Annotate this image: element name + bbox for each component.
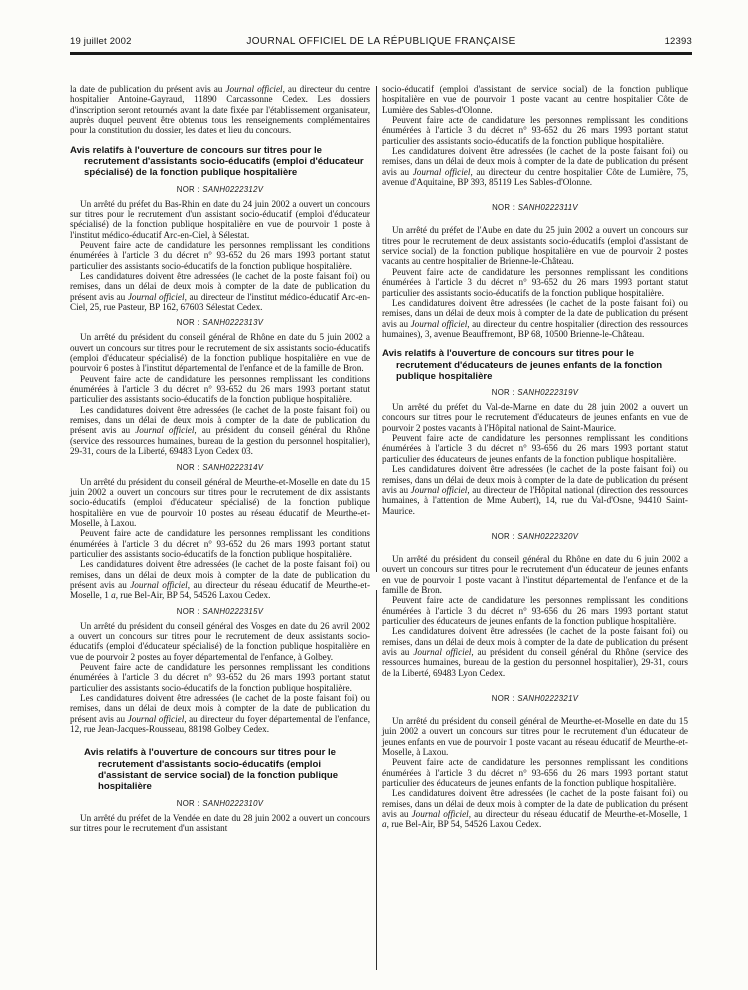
nor-label: NOR :	[176, 318, 203, 328]
nor-line	[70, 799, 370, 808]
section-heading: Avis relatifs à l'ouverture de concours sur titres pour le recrutement d'éducateurs de jeunes enfants de la fonction publique hospitalière	[382, 348, 663, 382]
nor-line	[70, 607, 370, 616]
nor-label: NOR :	[491, 694, 518, 704]
notice-paragraph: Peuvent faire acte de candidature les personnes remplissant les conditions énumérées à l'article 3 du décret n° 93-652 du 26 mars 1993 portant statut particulier des assistants socio-éducatifs de la fonction publique hospitalière.	[70, 239, 370, 271]
nor-label: NOR :	[176, 798, 203, 808]
section-heading: Avis relatifs à l'ouverture de concours sur titres pour le recrutement d'assistants socio-éducatifs (emploi d'éducateur spécialisé) de la fonction publique hospitalière	[70, 144, 364, 179]
notice-paragraph: Les candidatures doivent être adressées (le cachet de la poste faisant foi) ou remises, dans un délai de deux mois à compter de la date de publication du présent avis au Journal officiel, au directeur du centre hospitalier (direction des ressources humaines), 3, avenue Beauffremont, BP 68, 10500 Brienne-le-Château.	[382, 297, 688, 339]
notice-paragraph: Les candidatures doivent être adressées (le cachet de la poste faisant foi) ou remises, dans un délai de deux mois à compter de la date de publication du présent avis au Journal officiel, au directeur du centre hospitalier Côte de Lumière, 75, avenue d'Aquitaine, BP 393, 85119 Les Sables-d'Olonne.	[382, 146, 688, 188]
nor-label: NOR :	[491, 531, 518, 541]
nor-code: SANH0222314V	[202, 462, 264, 472]
nor-label: NOR :	[491, 388, 518, 398]
notice-paragraph: Un arrêté du préfet de la Vendée en date du 28 juin 2002 a ouvert un concours sur titres pour le recrutement d'un assistant	[70, 812, 370, 833]
column-left	[70, 84, 370, 833]
notice-paragraph: Peuvent faire acte de candidature les personnes remplissant les conditions énumérées à l'article 3 du décret n° 93-652 du 26 mars 1993 portant statut particulier des assistants socio-éducatifs de la fonction publique hospitalière.	[382, 115, 688, 146]
nor-code: SANH0222315V	[202, 606, 264, 616]
nor-line	[382, 203, 688, 212]
nor-code: SANH0222313V	[202, 318, 264, 328]
section-heading: Avis relatifs à l'ouverture de concours sur titres pour le recrutement d'assistants socio-éducatifs (emploi d'assistant de service social) de la fonction publique hospitalière	[84, 747, 339, 793]
notice-paragraph: Les candidatures doivent être adressées (le cachet de la poste faisant foi) ou remises, dans un délai de deux mois à compter de la date de publication du présent avis au Journal officiel, au président du conseil général du Rhône (service des ressources humaines, bureau de la gestion du personnel hospitalier), 29-31, cours de la Liberté, 69483 Lyon Cedex.	[382, 626, 688, 678]
nor-line	[70, 318, 370, 327]
journal-title: JOURNAL OFFICIEL DE LA RÉPUBLIQUE FRANÇAISE	[246, 36, 516, 47]
nor-line	[382, 532, 688, 541]
nor-label: NOR :	[176, 184, 203, 194]
notice-paragraph: Un arrêté du président du conseil général de Meurthe-et-Moselle en date du 15 juin 2002 a ouvert un concours sur titres pour le recrutement d'un éducateur de jeunes enfants en vue de pourvoir 1 poste vacant au réseau éducatif de Meurthe-et-Moselle, à Laxou.	[382, 716, 688, 758]
notice-paragraph: Peuvent faire acte de candidature les personnes remplissant les conditions énumérées à l'article 3 du décret n° 93-652 du 26 mars 1993 portant statut particulier des assistants socio-éducatifs de la fonction publique hospitalière.	[70, 528, 370, 559]
notice-paragraph: Les candidatures doivent être adressées (le cachet de la poste faisant foi) ou remises, dans un délai de deux mois à compter de la date de publication du présent avis au Journal officiel, au président du conseil général du Rhône (service des ressources humaines, bureau de la gestion du personnel hospitalier), 29-31, cours de la Liberté, 69483 Lyon Cedex 03.	[70, 404, 370, 457]
running-head	[70, 36, 692, 55]
page-body	[70, 84, 692, 970]
notice-paragraph: socio-éducatif (emploi d'assistant de service social) de la fonction publique hospitalière en vue de pourvoir 1 poste vacant au centre hospitalier Côte de Lumière des Sables-d'Olonne.	[382, 84, 688, 115]
column-divider	[376, 86, 377, 970]
nor-code: SANH0222310V	[202, 798, 264, 808]
page-number: 12393	[664, 36, 692, 47]
notice-paragraph: Les candidatures doivent être adressées (le cachet de la poste faisant foi) ou remises, dans un délai de deux mois à compter de la date de publication du présent avis au Journal officiel, au directeur du foyer départemental de l'enfance, 12, rue Jean-Jacques-Rousseau, 88198 Golbey Cedex.	[70, 693, 370, 735]
column-right	[382, 84, 688, 830]
notice-paragraph: Peuvent faire acte de candidature les personnes remplissant les conditions énumérées à l'article 3 du décret n° 93-656 du 26 mars 1993 portant statut particulier des éducateurs de jeunes enfants de la fonction publique hospitalière.	[382, 757, 688, 789]
nor-label: NOR :	[176, 606, 203, 616]
notice-paragraph: Un arrêté du préfet du Val-de-Marne en date du 28 juin 2002 a ouvert un concours sur titres pour le recrutement d'éducateurs de jeunes enfants en vue de pourvoir 2 postes vacants à l'Hôpital national de Saint-Maurice.	[382, 402, 688, 433]
notice-paragraph: Un arrêté du président du conseil général de Meurthe-et-Moselle en date du 15 juin 2002 a ouvert un concours sur titres pour le recrutement de dix assistants socio-éducatifs (emploi d'éducateur spécialisé) de la fonction publique hospitalière en vue de pourvoir 10 postes au réseau éducatif de Meurthe-et-Moselle, à Laxou.	[70, 476, 370, 528]
notice-paragraph: la date de publication du présent avis au Journal officiel, au directeur du centre hospitalier Antoine-Gayraud, 11890 Carcassonne Cedex. Les dossiers d'inscription seront retournés avant la date fixée par l'établissement organisateur, auprès duquel peuvent être obtenus tous les renseignements complémentaires pour la constitution du dossier, les dates et lieu du concours.	[70, 84, 370, 136]
nor-code: SANH0222319V	[517, 388, 579, 398]
notice-paragraph: Peuvent faire acte de candidature les personnes remplissant les conditions énumérées à l'article 3 du décret n° 93-652 du 26 mars 1993 portant statut particulier des assistants socio-éducatifs de la fonction publique hospitalière.	[382, 266, 688, 298]
notice-paragraph: Les candidatures doivent être adressées (le cachet de la poste faisant foi) ou remises, dans un délai de deux mois à compter de la date de publication du présent avis au Journal officiel, au directeur du réseau éducatif de Meurthe-et-Moselle, 1 a, rue Bel-Air, BP 54, 54526 Laxou Cedex.	[70, 559, 370, 601]
notice-paragraph: Un arrêté du préfet du Bas-Rhin en date du 24 juin 2002 a ouvert un concours sur titres pour le recrutement d'un assistant socio-éducatif (emploi d'éducateur spécialisé) de la fonction publique hospitalière en vue de pourvoir 1 poste à l'institut médico-éducatif Arc-en-Ciel, à Sélestat.	[70, 198, 370, 240]
nor-label: NOR :	[492, 203, 518, 213]
nor-label: NOR :	[176, 462, 203, 472]
notice-paragraph: Peuvent faire acte de candidature les personnes remplissant les conditions énumérées à l'article 3 du décret n° 93-656 du 26 mars 1993 portant statut particulier des éducateurs de jeunes enfants de la fonction publique hospitalière.	[382, 595, 688, 626]
nor-line	[70, 463, 370, 472]
notice-paragraph: Les candidatures doivent être adressées (le cachet de la poste faisant foi) ou remises, dans un délai de deux mois à compter de la date de publication du présent avis au Journal officiel, au directeur de l'institut médico-éducatif Arc-en-Ciel, 25, rue Pasteur, BP 162, 67603 Sélestat Cedex.	[70, 271, 370, 313]
nor-line	[382, 388, 688, 397]
notice-paragraph: Peuvent faire acte de candidature les personnes remplissant les conditions énumérées à l'article 3 du décret n° 93-652 du 26 mars 1993 portant statut particulier des assistants socio-éducatifs de la fonction publique hospitalière.	[70, 662, 370, 693]
nor-code: SANH0222311V	[517, 203, 578, 213]
notice-paragraph: Les candidatures doivent être adressées (le cachet de la poste faisant foi) ou remises, dans un délai de deux mois à compter de la date de publication du présent avis au Journal officiel, au directeur de l'Hôpital national (direction des ressources humaines, à l'attention de Mme Aubert), 14, rue du Val-d'Osne, 94410 Saint-Maurice.	[382, 464, 689, 516]
notice-paragraph: Un arrêté du président du conseil général de Rhône en date du 5 juin 2002 a ouvert un concours sur titres pour le recrutement de six assistants socio-éducatifs (emploi d'éducateur spécialisé) de la fonction publique hospitalière en vue de pourvoir 6 postes à l'institut départemental de l'enfance et de la famille de Bron.	[70, 332, 370, 374]
nor-line	[70, 185, 370, 194]
notice-paragraph: Les candidatures doivent être adressées (le cachet de la poste faisant foi) ou remises, dans un délai de deux mois à compter de la date de publication du présent avis au Journal officiel, au directeur du réseau éducatif de Meurthe-et-Moselle, 1 a, rue Bel-Air, BP 54, 54526 Laxou Cedex.	[382, 788, 689, 830]
nor-code: SANH0222320V	[517, 531, 579, 541]
notice-paragraph: Un arrêté du président du conseil général du Rhône en date du 6 juin 2002 a ouvert un concours sur titres pour le recrutement d'un éducateur de jeunes enfants en vue de pourvoir 1 poste vacant à l'institut départemental de l'enfance et de la famille de Bron.	[382, 553, 688, 595]
notice-paragraph: Peuvent faire acte de candidature les personnes remplissant les conditions énumérées à l'article 3 du décret n° 93-652 du 26 mars 1993 portant statut particulier des assistants socio-éducatifs de la fonction publique hospitalière.	[70, 373, 370, 405]
issue-date: 19 juillet 2002	[70, 36, 132, 47]
nor-code: SANH0222312V	[202, 184, 264, 194]
nor-code: SANH0222321V	[517, 694, 579, 704]
notice-paragraph: Un arrêté du préfet de l'Aube en date du 25 juin 2002 a ouvert un concours sur titres pour le recrutement de deux assistants socio-éducatifs (emploi d'assistant de service social) de la fonction publique hospitalière en vue de pourvoir 2 postes vacants au centre hospitalier de Brienne-le-Château.	[382, 225, 688, 267]
notice-paragraph: Peuvent faire acte de candidature les personnes remplissant les conditions énumérées à l'article 3 du décret n° 93-656 du 26 mars 1993 portant statut particulier des éducateurs de jeunes enfants de la fonction publique hospitalière.	[382, 433, 688, 464]
notice-paragraph: Un arrêté du président du conseil général des Vosges en date du 26 avril 2002 a ouvert un concours sur titres pour le recrutement de deux assistants socio-éducatifs (emploi d'éducateur spécialisé) de la fonction publique hospitalière en vue de pourvoir 2 postes au foyer départemental de l'enfance, à Golbey.	[70, 620, 370, 662]
nor-line	[382, 694, 688, 703]
